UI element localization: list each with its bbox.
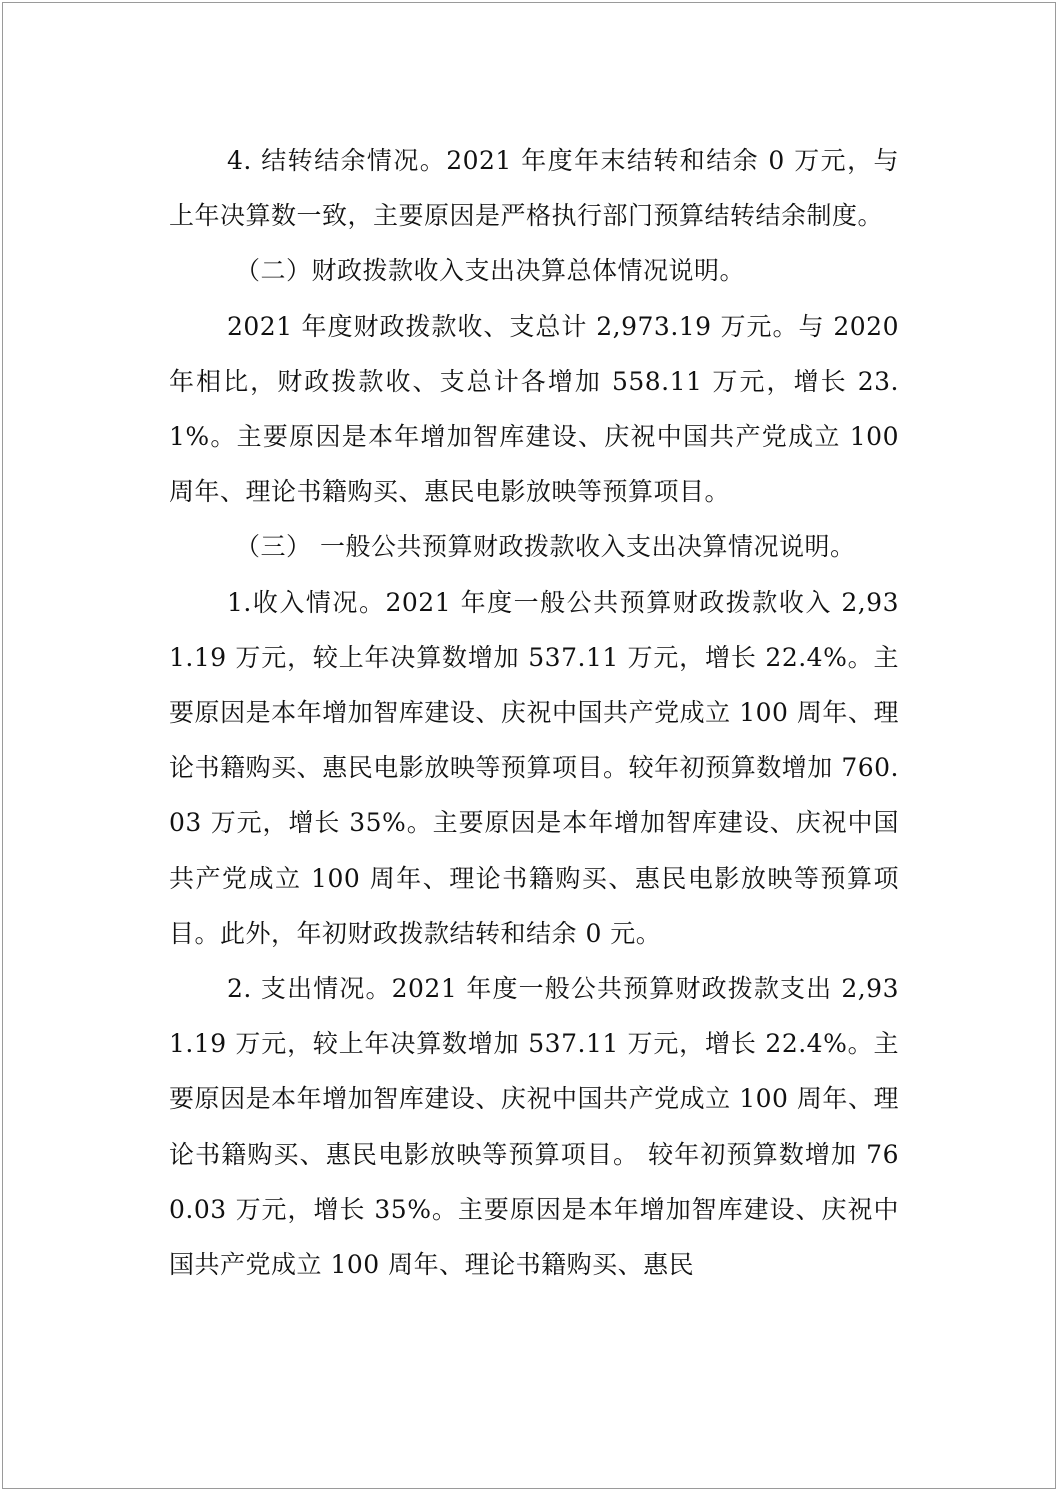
paragraph-fiscal-appropriation-total: 2021 年度财政拨款收、支总计 2,973.19 万元。与 2020 年相比，财政拨款收、支总计各增加 558.11 万元，增长 23.1%。主要原因是本年增加智库建设、庆祝中国共产党成立 100 周年、理论书籍购买、惠民电影放映等预算项目。	[169, 311, 899, 507]
document-body	[169, 133, 899, 1292]
heading-fiscal-appropriation-overview: （二）财政拨款收入支出决算总体情况说明。	[235, 256, 746, 286]
paragraph-income: 1.收入情况。2021 年度一般公共预算财政拨款收入 2,931.19 万元，较上年决算数增加 537.11 万元，增长 22.4%。主要原因是本年增加智库建设、庆祝中国共产党成立 100 周年、理论书籍购买、惠民电影放映等预算项目。较年初预算数增加 760.03 万元，增长 35%。主要原因是本年增加智库建设、庆祝中国共产党成立 100 周年、理论书籍购买、惠民电影放映等预算项目。此外，年初财政拨款结转和结余 0 元。	[169, 587, 899, 948]
paragraph-carryover-balance: 4. 结转结余情况。2021 年度年末结转和结余 0 万元，与上年决算数一致，主要原因是严格执行部门预算结转结余制度。	[169, 146, 899, 231]
heading-general-public-budget: （三） 一般公共预算财政拨款收入支出决算情况说明。	[235, 532, 856, 562]
document-page	[2, 2, 1056, 1489]
paragraph-expenditure: 2. 支出情况。2021 年度一般公共预算财政拨款支出 2,931.19 万元，较上年决算数增加 537.11 万元，增长 22.4%。主要原因是本年增加智库建设、庆祝中国共产党成立 100 周年、理论书籍购买、惠民电影放映等预算项目。 较年初预算数增加 760.03 万元，增长 35%。主要原因是本年增加智库建设、庆祝中国共产党成立 100 周年、理论书籍购买、惠民	[169, 974, 899, 1280]
